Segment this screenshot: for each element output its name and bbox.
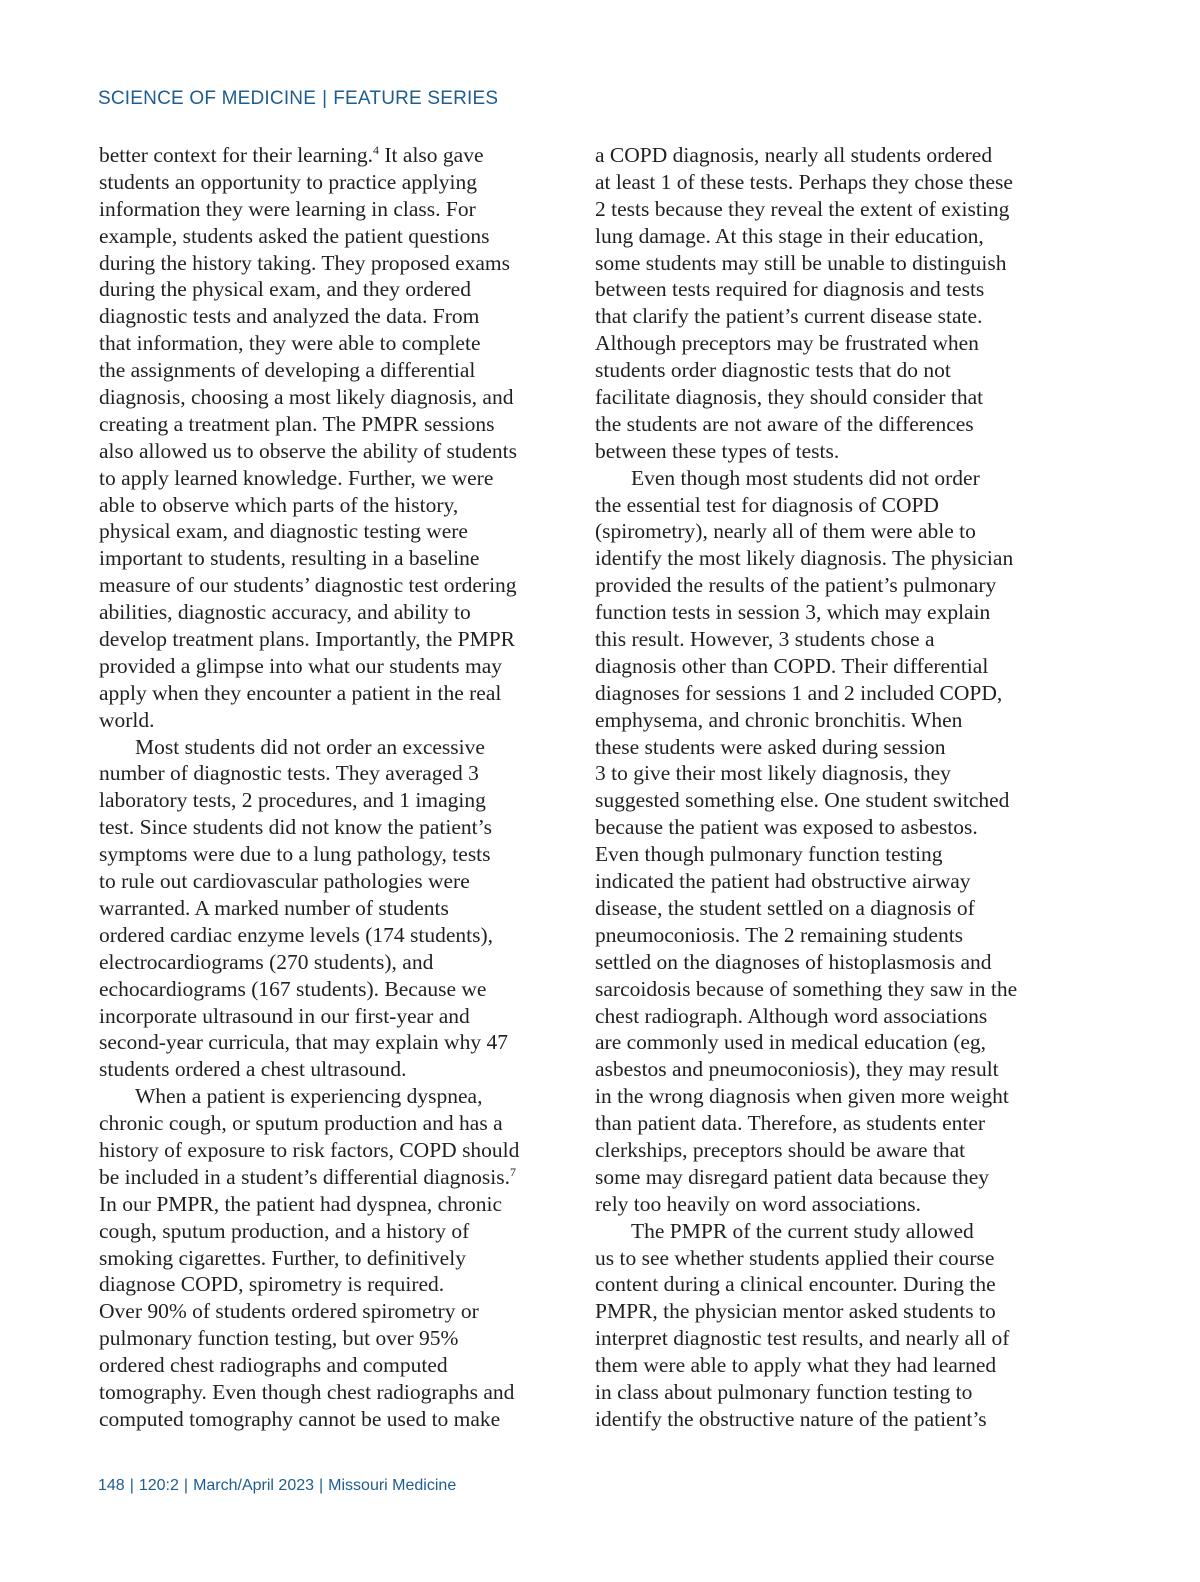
text-line-content: When a patient is experiencing dyspnea, xyxy=(135,1084,483,1109)
text-line xyxy=(99,787,539,814)
text-line-content: the students are not aware of the differences xyxy=(595,411,974,436)
text-line xyxy=(99,760,539,787)
text-line-content: between tests required for diagnosis and tests xyxy=(595,277,985,302)
text-line xyxy=(595,492,1035,519)
text-line xyxy=(99,680,539,707)
text-line-content: students order diagnostic tests that do not xyxy=(595,358,951,383)
text-line-content: sarcoidosis because of something they saw in the xyxy=(595,976,1018,1001)
text-line-content: in the wrong diagnosis when given more weight xyxy=(595,1084,1009,1109)
text-line-content: function tests in session 3, which may explain xyxy=(595,600,991,625)
text-line-continuation: It also gave xyxy=(379,143,484,167)
text-line-content: 2 tests because they reveal the extent of existing xyxy=(595,196,1010,221)
text-line xyxy=(595,196,1035,223)
text-line-content: during the physical exam, and they ordered xyxy=(99,277,471,302)
text-line xyxy=(99,169,539,196)
text-line-content: Over 90% of students ordered spirometry or xyxy=(99,1299,479,1324)
text-line-content: settled on the diagnoses of histoplasmosis and xyxy=(595,949,992,974)
text-line-content: warranted. A marked number of students xyxy=(99,895,449,920)
text-line xyxy=(99,841,539,868)
citation-superscript: 7 xyxy=(510,1164,516,1179)
text-line xyxy=(99,357,539,384)
text-line-content: clerkships, preceptors should be aware that xyxy=(595,1137,966,1162)
text-line xyxy=(99,438,539,465)
text-line xyxy=(99,572,539,599)
text-line-content: Although preceptors may be frustrated when xyxy=(595,331,979,356)
text-line-content: The PMPR of the current study allowed xyxy=(631,1218,974,1243)
text-line xyxy=(595,518,1035,545)
text-line xyxy=(99,976,539,1003)
text-line-content: (spirometry), nearly all of them were able to xyxy=(595,519,976,544)
text-line-content: lung damage. At this stage in their education, xyxy=(595,223,984,248)
text-line xyxy=(99,411,539,438)
text-line xyxy=(99,599,539,626)
text-line-content: electrocardiograms (270 students), and xyxy=(99,949,434,974)
text-line-content: creating a treatment plan. The PMPR sessions xyxy=(99,411,495,436)
text-line xyxy=(99,1003,539,1030)
text-line xyxy=(595,1325,1035,1352)
text-line-content: cough, sputum production, and a history of xyxy=(99,1218,470,1243)
text-line xyxy=(99,1218,539,1245)
text-line xyxy=(595,599,1035,626)
text-line xyxy=(595,734,1035,761)
text-line xyxy=(99,1056,539,1083)
footer-separator: | xyxy=(129,1477,134,1494)
text-line xyxy=(595,411,1035,438)
text-line xyxy=(595,1164,1035,1191)
text-line-content: asbestos and pneumoconiosis), they may result xyxy=(595,1057,999,1082)
footer-separator: | xyxy=(183,1477,189,1494)
text-line-content: them were able to apply what they had learned xyxy=(595,1353,997,1378)
footer-journal: Missouri Medicine xyxy=(328,1477,457,1494)
text-line-content: diagnoses for sessions 1 and 2 included COPD, xyxy=(595,680,1003,705)
text-line-content: interpret diagnostic test results, and nearly all of xyxy=(595,1326,1010,1351)
text-line xyxy=(595,653,1035,680)
text-line-content: some students may still be unable to distinguish xyxy=(595,250,1007,275)
text-line-content: echocardiograms (167 students). Because we xyxy=(99,976,487,1001)
text-line xyxy=(99,949,539,976)
text-line xyxy=(99,734,539,761)
text-line xyxy=(595,1056,1035,1083)
right-column xyxy=(595,142,1035,1433)
text-line-content: rely too heavily on word associations. xyxy=(595,1191,922,1216)
text-line xyxy=(99,518,539,545)
text-line xyxy=(99,465,539,492)
text-line xyxy=(595,922,1035,949)
text-line xyxy=(595,1298,1035,1325)
text-line xyxy=(595,384,1035,411)
text-line-content: that clarify the patient’s current disease state. xyxy=(595,304,983,329)
text-line xyxy=(595,868,1035,895)
text-line-content: second-year curricula, that may explain why 47 xyxy=(99,1030,508,1055)
text-line-content: indicated the patient had obstructive airway xyxy=(595,869,971,894)
footer-date: March/April 2023 xyxy=(193,1477,315,1494)
text-line xyxy=(99,250,539,277)
text-line xyxy=(595,1271,1035,1298)
text-line-content: are commonly used in medical education (eg, xyxy=(595,1030,987,1055)
text-line-content: the assignments of developing a differential xyxy=(99,358,476,383)
text-line xyxy=(595,572,1035,599)
text-line xyxy=(99,1406,539,1433)
text-line-content: in class about pulmonary function testing to xyxy=(595,1379,973,1404)
header-series: FEATURE SERIES xyxy=(333,88,499,109)
text-line-content: example, students asked the patient questions xyxy=(99,223,490,248)
text-line-content: abilities, diagnostic accuracy, and ability to xyxy=(99,600,471,625)
text-line-content: 3 to give their most likely diagnosis, they xyxy=(595,761,951,786)
text-line xyxy=(595,1083,1035,1110)
text-line xyxy=(595,1110,1035,1137)
text-line xyxy=(99,142,539,169)
text-line xyxy=(595,1406,1035,1433)
text-line xyxy=(595,303,1035,330)
text-line-content: identify the obstructive nature of the patient’s xyxy=(595,1406,987,1431)
text-line-content: develop treatment plans. Importantly, the PMPR xyxy=(99,627,515,652)
text-line-content: the essential test for diagnosis of COPD xyxy=(595,492,939,517)
text-line xyxy=(595,250,1035,277)
text-line-content: emphysema, and chronic bronchitis. When xyxy=(595,707,963,732)
text-line xyxy=(595,169,1035,196)
text-line xyxy=(99,1298,539,1325)
text-line-content: history of exposure to risk factors, COPD should xyxy=(99,1137,520,1162)
text-line-content: laboratory tests, 2 procedures, and 1 imaging xyxy=(99,788,486,813)
text-line xyxy=(595,223,1035,250)
text-line xyxy=(99,1245,539,1272)
text-line-content: to apply learned knowledge. Further, we were xyxy=(99,465,494,490)
text-line xyxy=(99,1271,539,1298)
text-line-content: apply when they encounter a patient in the real xyxy=(99,680,502,705)
text-line xyxy=(595,465,1035,492)
text-line xyxy=(99,1325,539,1352)
text-line xyxy=(595,1137,1035,1164)
text-line-content: diagnose COPD, spirometry is required. xyxy=(99,1272,445,1297)
header-section: SCIENCE OF MEDICINE xyxy=(98,88,317,109)
text-line xyxy=(99,545,539,572)
text-line xyxy=(99,868,539,895)
citation-superscript: 4 xyxy=(373,143,380,157)
text-line-content: PMPR, the physician mentor asked students to xyxy=(595,1299,996,1324)
text-line-content: test. Since students did not know the patient’s xyxy=(99,815,492,840)
text-line xyxy=(99,223,539,250)
text-line-content: identify the most likely diagnosis. The physician xyxy=(595,546,1014,571)
text-line xyxy=(595,707,1035,734)
text-line-content: important to students, resulting in a baseline xyxy=(99,546,480,571)
text-line-content: students ordered a chest ultrasound. xyxy=(99,1057,407,1082)
text-line xyxy=(595,357,1035,384)
left-column xyxy=(99,142,539,1433)
text-line xyxy=(595,1379,1035,1406)
text-line-content: Most students did not order an excessive xyxy=(135,734,485,759)
text-line-content: diagnostic tests and analyzed the data. From xyxy=(99,304,480,329)
text-line xyxy=(99,1137,539,1164)
text-line-content: number of diagnostic tests. They averaged 3 xyxy=(99,761,479,786)
text-line xyxy=(99,653,539,680)
text-line xyxy=(595,1191,1035,1218)
text-line-content: able to observe which parts of the history, xyxy=(99,492,459,517)
text-line-content: pneumoconiosis. The 2 remaining students xyxy=(595,922,964,947)
text-line xyxy=(595,680,1035,707)
text-line xyxy=(595,760,1035,787)
text-line xyxy=(99,895,539,922)
text-line xyxy=(595,626,1035,653)
text-line-content: also allowed us to observe the ability of students xyxy=(99,438,517,463)
text-line xyxy=(595,1245,1035,1272)
text-line xyxy=(99,196,539,223)
text-line xyxy=(595,787,1035,814)
text-line-content: measure of our students’ diagnostic test ordering xyxy=(99,573,517,598)
text-line xyxy=(595,330,1035,357)
text-line-content: provided the results of the patient’s pulmonary xyxy=(595,573,997,598)
text-line-content: disease, the student settled on a diagnosis of xyxy=(595,895,975,920)
text-line-content: these students were asked during session xyxy=(595,734,946,759)
footer-separator: | xyxy=(319,1477,324,1494)
text-line xyxy=(595,976,1035,1003)
text-line-content: facilitate diagnosis, they should consider that xyxy=(595,385,984,410)
text-line xyxy=(99,276,539,303)
text-line-content: world. xyxy=(99,707,155,732)
text-line xyxy=(99,922,539,949)
text-line-content: students an opportunity to practice applying xyxy=(99,169,477,194)
text-line-content: us to see whether students applied their course xyxy=(595,1245,995,1270)
text-line-content: during the history taking. They proposed exams xyxy=(99,250,511,275)
text-line xyxy=(99,707,539,734)
text-line xyxy=(99,1083,539,1110)
text-line xyxy=(99,814,539,841)
text-line-content: than patient data. Therefore, as students enter xyxy=(595,1111,986,1136)
text-line xyxy=(99,384,539,411)
running-header xyxy=(98,88,498,110)
text-line xyxy=(99,626,539,653)
text-line-content: physical exam, and diagnostic testing were xyxy=(99,519,468,544)
text-line xyxy=(595,814,1035,841)
text-line-content: provided a glimpse into what our students may xyxy=(99,653,503,678)
footer-volume-issue: 120:2 xyxy=(138,1477,179,1494)
text-line-content: diagnosis, choosing a most likely diagnosis, and xyxy=(99,385,514,410)
text-line xyxy=(595,841,1035,868)
text-line-content: because the patient was exposed to asbestos. xyxy=(595,815,978,840)
text-line xyxy=(595,545,1035,572)
text-line xyxy=(99,1164,539,1191)
text-line xyxy=(595,142,1035,169)
text-line-content: Even though most students did not order xyxy=(631,465,980,490)
text-line-content: to rule out cardiovascular pathologies were xyxy=(99,869,470,894)
text-line-content: pulmonary function testing, but over 95% xyxy=(99,1326,459,1351)
text-line xyxy=(99,492,539,519)
text-line-content: some may disregard patient data because they xyxy=(595,1164,990,1189)
text-line-content: chronic cough, or sputum production and has a xyxy=(99,1111,503,1136)
text-line-content: symptoms were due to a lung pathology, tests xyxy=(99,842,491,867)
text-line-content: chest radiograph. Although word associations xyxy=(595,1003,988,1028)
text-line-content: this result. However, 3 students chose a xyxy=(595,627,935,652)
text-line-content: smoking cigarettes. Further, to definitively xyxy=(99,1245,466,1270)
text-line-content: between these types of tests. xyxy=(595,438,840,463)
text-line xyxy=(99,330,539,357)
page-footer xyxy=(98,1477,456,1495)
text-line xyxy=(595,276,1035,303)
text-line xyxy=(99,1379,539,1406)
header-separator: | xyxy=(322,88,328,109)
text-line xyxy=(99,303,539,330)
text-line-content: diagnosis other than COPD. Their differential xyxy=(595,653,989,678)
text-line xyxy=(99,1110,539,1137)
text-line-content: ordered chest radiographs and computed xyxy=(99,1353,448,1378)
text-line xyxy=(595,1003,1035,1030)
text-line xyxy=(99,1029,539,1056)
text-line xyxy=(595,949,1035,976)
text-line xyxy=(595,895,1035,922)
text-line-content: content during a clinical encounter. During the xyxy=(595,1272,996,1297)
text-line-content: that information, they were able to complete xyxy=(99,331,481,356)
footer-page-number: 148 xyxy=(98,1477,125,1494)
text-line-content: In our PMPR, the patient had dyspnea, chronic xyxy=(99,1191,503,1216)
text-line xyxy=(595,438,1035,465)
text-line-content: Even though pulmonary function testing xyxy=(595,842,943,867)
text-line-content: at least 1 of these tests. Perhaps they chose these xyxy=(595,169,1013,194)
text-line-content: ordered cardiac enzyme levels (174 students), xyxy=(99,922,494,947)
text-line-content: be included in a student’s differential diagnosis. xyxy=(99,1164,510,1189)
text-line-content: information they were learning in class. For xyxy=(99,196,476,221)
text-line xyxy=(99,1191,539,1218)
text-line-content: a COPD diagnosis, nearly all students ordered xyxy=(595,143,993,167)
text-line-content: tomography. Even though chest radiographs and xyxy=(99,1379,515,1404)
text-line-content: computed tomography cannot be used to make xyxy=(99,1406,501,1431)
text-line-content: suggested something else. One student switched xyxy=(595,788,1010,813)
text-line xyxy=(595,1218,1035,1245)
text-line-content: incorporate ultrasound in our first-year and xyxy=(99,1003,470,1028)
text-line xyxy=(99,1352,539,1379)
text-line xyxy=(595,1029,1035,1056)
text-line-content: better context for their learning. xyxy=(99,143,374,167)
text-line xyxy=(595,1352,1035,1379)
